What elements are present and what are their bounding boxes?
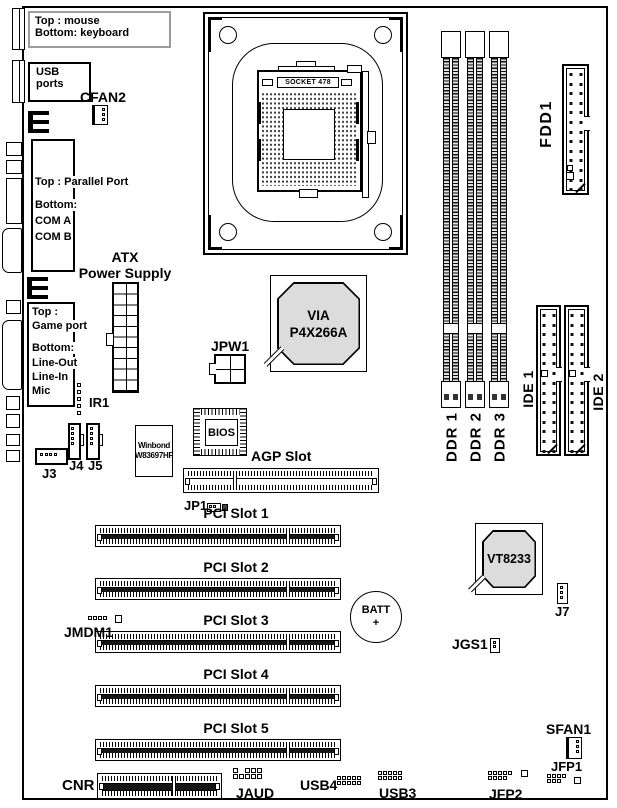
jmdm1-pins	[88, 616, 107, 620]
j7-jumper	[557, 583, 568, 604]
io-stub	[6, 160, 22, 174]
parallel-label-line4: COM B	[35, 231, 72, 243]
j3-connector	[35, 448, 68, 465]
socket-mark	[262, 79, 273, 86]
atx-label-line2: Power Supply	[78, 264, 172, 281]
usb4-pins	[337, 776, 361, 785]
j3-label: J3	[42, 466, 57, 481]
j4-pins	[71, 427, 74, 445]
mount-hole-icon	[374, 223, 392, 241]
jfp1-pins	[547, 774, 566, 783]
jgs1-jumper	[490, 638, 500, 653]
cnr-slot	[97, 773, 222, 799]
battery	[350, 591, 402, 643]
ps2-connector	[12, 8, 25, 50]
atx-label-line1: ATX	[111, 249, 139, 265]
pci-slot-4	[95, 685, 341, 707]
pci-slot-1	[95, 525, 341, 547]
jfp1-label: JFP1	[551, 759, 583, 774]
jfp2-pins	[488, 771, 512, 780]
usb3-label: USB3	[379, 785, 417, 801]
winbond-label-line1: Winbond	[137, 441, 171, 450]
southbridge-label: VT8233	[487, 552, 531, 566]
pci1-label: PCI Slot 1	[203, 505, 269, 521]
ide1-connector	[536, 305, 561, 456]
audio-jack	[6, 396, 20, 410]
pci5-label: PCI Slot 5	[203, 720, 269, 736]
socket-tick	[258, 102, 261, 124]
pci-slot-5	[95, 739, 341, 761]
jp1-label: JP1	[184, 498, 208, 513]
winbond-chip	[135, 425, 173, 477]
pci4-label: PCI Slot 4	[203, 666, 269, 682]
io-stub	[6, 142, 22, 156]
jpw1-latch	[209, 363, 216, 375]
io-stub	[6, 178, 22, 224]
bios-chip	[193, 408, 247, 456]
mount-hole-icon	[219, 223, 237, 241]
parallel-label-line3: COM A	[35, 215, 72, 227]
socket-lever-nub	[367, 131, 376, 144]
ide1-pins	[542, 314, 555, 453]
ddr1-slot	[441, 31, 462, 408]
jpw1-label: JPW1	[211, 338, 250, 354]
atx-connector	[112, 282, 139, 393]
bios-label: BIOS	[205, 419, 238, 446]
socket-cavity	[283, 109, 335, 160]
ide2-connector	[564, 305, 589, 456]
winbond-label-line2: W83697HF	[134, 451, 174, 460]
cnr-label: CNR	[62, 777, 95, 794]
jgs1-label: JGS1	[452, 636, 488, 652]
io-stub	[6, 300, 21, 314]
cfan2-pins	[102, 108, 105, 121]
ir1-pins	[77, 383, 81, 415]
audio-jack	[6, 414, 20, 428]
j4-key	[80, 434, 84, 446]
ddr3-label: DDR 3	[491, 411, 509, 463]
atx-label	[75, 250, 175, 281]
ide1-label: IDE 1	[520, 370, 536, 408]
ps2-label-line2: Bottom: keyboard	[35, 27, 130, 39]
game-label-line6: Mic	[32, 385, 51, 397]
socket-tick	[356, 102, 359, 124]
ps2-label-box	[28, 11, 171, 48]
ps2-label-line1: Top : mouse	[35, 15, 100, 27]
socket-mark	[341, 79, 352, 86]
socket-label: SOCKET 478	[285, 79, 331, 86]
jfp1-key-pin	[574, 777, 581, 784]
j5-connector	[86, 423, 100, 460]
jmdm1-pin5	[115, 615, 122, 623]
usb3-pins	[378, 771, 402, 780]
ide2-label: IDE 2	[590, 373, 606, 411]
fdd1-label: FDD1	[538, 100, 555, 148]
bracket-connector-icon	[27, 277, 52, 299]
southbridge-chip	[475, 523, 543, 595]
audio-jack	[6, 450, 20, 462]
game-label-line3: Bottom:	[32, 342, 75, 354]
parallel-label-line2: Bottom:	[35, 199, 78, 211]
ir1-label: IR1	[89, 395, 110, 410]
mount-hole-icon	[219, 26, 237, 44]
agp-label: AGP Slot	[251, 448, 312, 464]
socket-label-bar	[277, 77, 339, 88]
jgs1-pins	[493, 641, 496, 648]
jmdm1-label: JMDM1	[64, 624, 114, 640]
game-label-line1: Top :	[32, 306, 59, 318]
ide2-pins	[570, 314, 583, 453]
jfp2-key-pin	[521, 770, 528, 777]
battery-label-line1: BATT	[361, 604, 391, 616]
battery-label-line2: +	[372, 617, 380, 629]
jaud-label: JAUD	[236, 785, 275, 801]
j7-label: J7	[555, 604, 570, 619]
game-dsub-connector	[2, 320, 22, 390]
northbridge-label-line2: P4X266A	[289, 324, 348, 340]
pci2-label: PCI Slot 2	[203, 559, 269, 575]
usb-connector	[12, 60, 25, 103]
atx-latch	[106, 333, 113, 346]
com-dsub-connector	[2, 228, 22, 273]
jfp2-label: JFP2	[489, 786, 523, 802]
jpw1-connector	[214, 354, 246, 384]
usb-label-line1: USB	[36, 66, 60, 78]
bracket-connector-icon	[28, 111, 53, 133]
northbridge-chip	[270, 275, 367, 372]
pci-slot-2	[95, 578, 341, 600]
mount-hole-icon	[374, 26, 392, 44]
socket-tick	[258, 139, 261, 161]
ddr3-slot	[489, 31, 510, 408]
j5-label: J5	[88, 458, 103, 473]
agp-slot	[183, 468, 379, 493]
j3-pins	[40, 453, 57, 456]
parallel-label-line1: Top : Parallel Port	[35, 176, 129, 188]
jaud-pins	[233, 768, 262, 779]
pci-slot-3	[95, 631, 341, 653]
usb-label-line2: ports	[36, 78, 64, 90]
cfan2-connector	[92, 105, 108, 125]
sfan1-label: SFAN1	[546, 721, 592, 737]
game-label-line5: Line-In	[32, 371, 69, 383]
audio-jack	[6, 434, 20, 446]
sfan1-pins	[576, 740, 579, 753]
socket-tick	[356, 139, 359, 161]
fdd1-connector	[562, 64, 589, 195]
ddr2-slot	[465, 31, 486, 408]
sfan1-connector	[566, 737, 582, 759]
j7-pins	[560, 586, 563, 599]
ddr2-label: DDR 2	[467, 411, 485, 463]
socket-bottom-tab	[299, 189, 318, 198]
j4-label: J4	[69, 458, 84, 473]
socket-corner-step	[347, 65, 362, 73]
j5-pins	[90, 427, 93, 445]
game-label-line2: Game port	[32, 320, 88, 332]
cfan2-label: CFAN2	[80, 89, 126, 105]
northbridge-label-line1: VIA	[307, 307, 330, 323]
game-label-line4: Line-Out	[32, 357, 78, 369]
j5-key	[99, 434, 103, 446]
pci3-label: PCI Slot 3	[203, 612, 269, 628]
ddr1-label: DDR 1	[443, 411, 461, 463]
usb4-label: USB4	[300, 777, 338, 793]
